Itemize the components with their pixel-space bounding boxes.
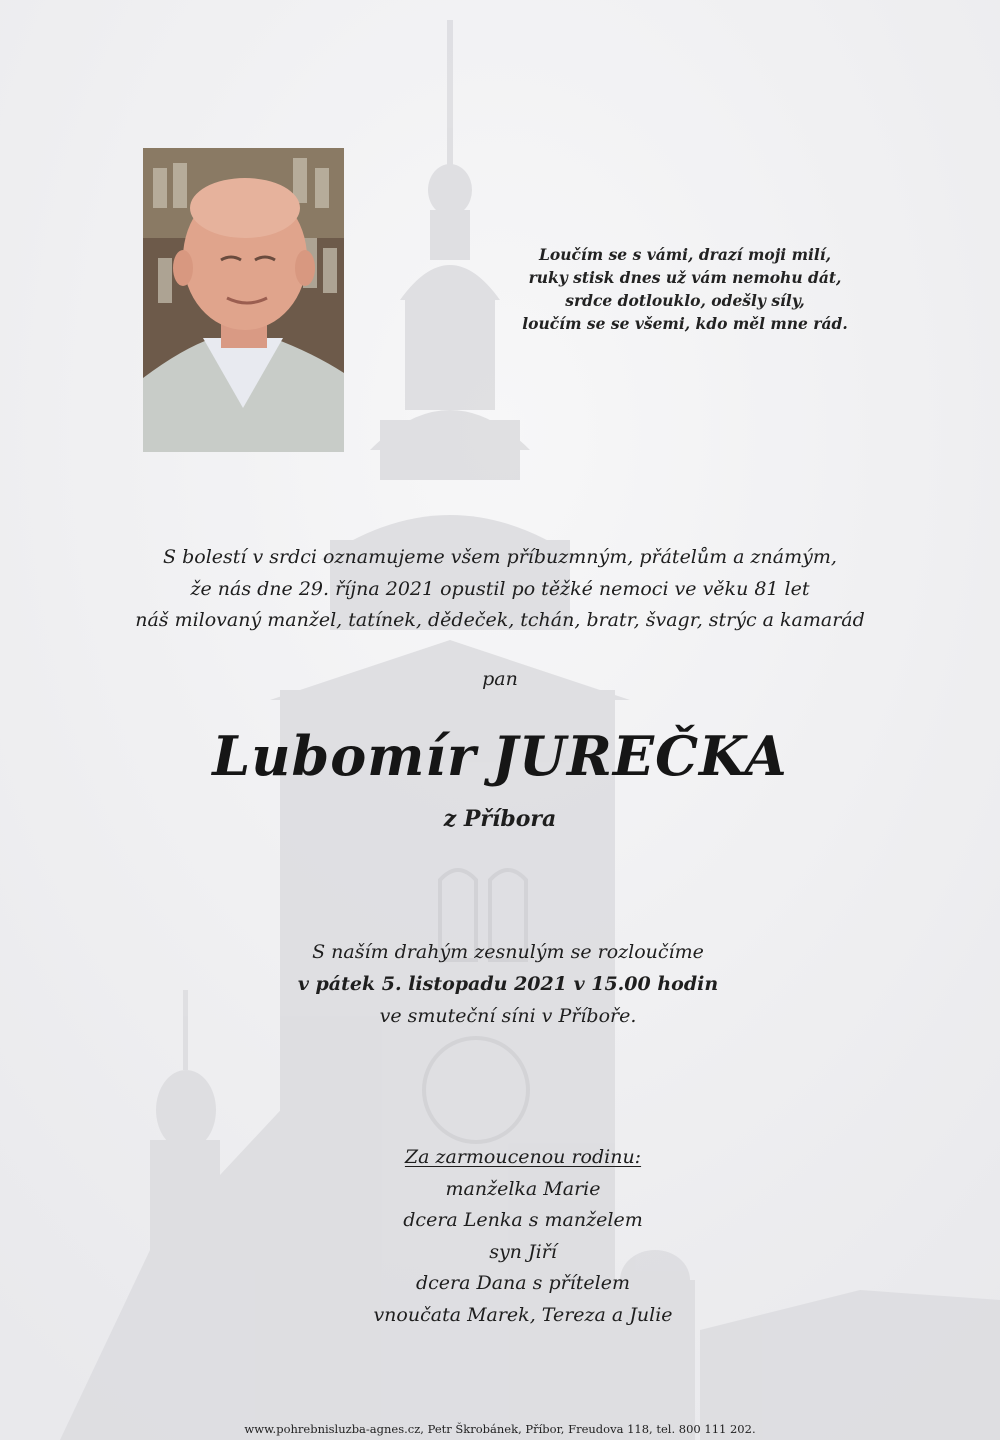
announcement-line: že nás dne 29. října 2021 opustil po těžké nemoci ve věku 81 let: [190, 577, 810, 600]
poem-line: ruky stisk dnes už vám nemohu dát,: [528, 268, 842, 287]
poem-line: loučím se se všemi, kdo měl mne rád.: [522, 314, 848, 333]
announcement-line: S bolestí v srdci oznamujeme všem příbuzmným, přátelům a známým,: [163, 546, 837, 568]
ceremony-intro: S naším drahým zesnulým se rozloučíme: [312, 941, 704, 963]
surname: JUREČKA: [492, 724, 788, 788]
mourning-family: [100, 1142, 946, 1331]
funeral-ceremony-info: [100, 936, 916, 1032]
family-heading: Za zarmoucenou rodinu:: [404, 1146, 642, 1168]
family-member: vnoučata Marek, Tereza a Julie: [373, 1303, 673, 1326]
family-member: dcera Lenka s manželem: [403, 1209, 643, 1231]
deceased-name: [0, 724, 1000, 788]
family-member: manželka Marie: [445, 1177, 601, 1200]
poem-line: Loučím se s vámi, drazí moji milí,: [538, 245, 832, 264]
given-name: Lubomír: [212, 724, 477, 788]
family-member: dcera Dana s přítelem: [416, 1272, 630, 1294]
funeral-service-footer: www.pohrebnisluzba-agnes.cz, Petr Škrobánek, Příbor, Freudova 118, tel. 800 111 202.: [244, 1422, 756, 1436]
farewell-poem: [520, 243, 850, 335]
hometown: z Příbora: [443, 806, 557, 832]
poem-line: srdce dotlouklo, odešly síly,: [565, 291, 805, 310]
family-member: syn Jiří: [489, 1240, 557, 1263]
ceremony-date-time: v pátek 5. listopadu 2021 v 15.00 hodin: [297, 973, 719, 995]
portrait-photo: [143, 148, 344, 452]
ceremony-location: ve smuteční síni v Příboře.: [379, 1005, 637, 1027]
name-prefix: pan: [482, 668, 518, 690]
death-announcement: [100, 542, 900, 637]
announcement-line: náš milovaný manžel, tatínek, dědeček, tchán, bratr, švagr, strýc a kamarád: [135, 609, 865, 631]
